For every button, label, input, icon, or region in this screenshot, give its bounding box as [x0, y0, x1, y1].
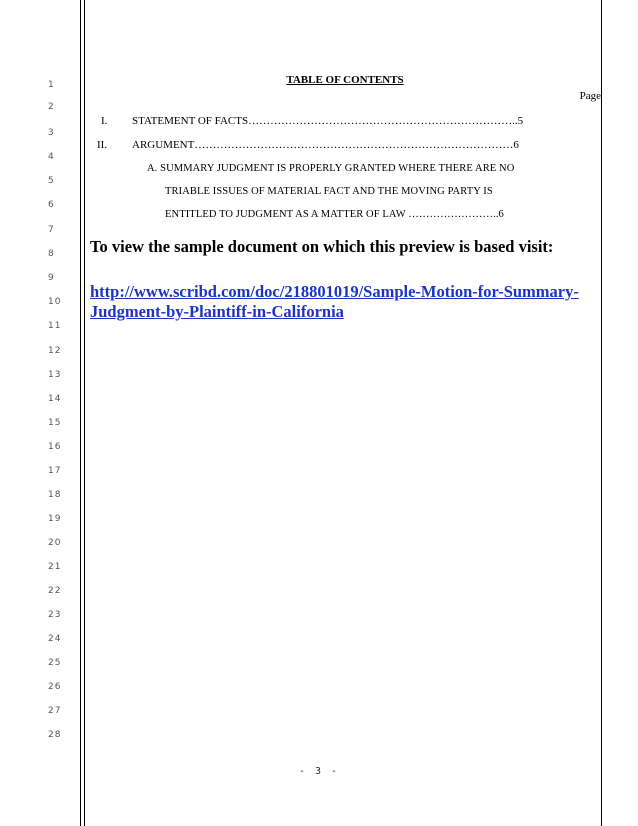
toc-subentry-line-3: ENTITLED TO JUDGMENT AS A MATTER OF LAW ……………………..6: [165, 209, 504, 220]
toc-subentry-line-1: A. SUMMARY JUDGMENT IS PROPERLY GRANTED WHERE THERE ARE NO: [147, 163, 515, 174]
line-number: 28: [48, 730, 62, 740]
line-number: 21: [48, 562, 62, 572]
line-number: 16: [48, 442, 62, 452]
line-number: 10: [48, 297, 62, 307]
line-number: 26: [48, 682, 62, 692]
toc-entry-statement-of-facts: STATEMENT OF FACTS………………………………………………………………..5: [132, 115, 524, 127]
toc-subentry-line-2: TRIABLE ISSUES OF MATERIAL FACT AND THE MOVING PARTY IS: [165, 186, 493, 197]
left-margin-rule-inner: [84, 0, 85, 826]
line-number: 7: [48, 225, 55, 235]
line-number: 27: [48, 706, 62, 716]
line-number: 13: [48, 370, 62, 380]
toc-entry-number: II.: [97, 139, 108, 151]
page-number-footer: - 3 -: [298, 766, 340, 777]
line-number: 1: [48, 80, 55, 90]
line-number: 19: [48, 514, 62, 524]
line-number: 15: [48, 418, 62, 428]
line-number: 20: [48, 538, 62, 548]
left-margin-rule-outer: [80, 0, 81, 826]
toc-page-header: Page: [579, 90, 601, 102]
toc-entry-argument: ARGUMENT……………………………………………………………………………6: [132, 139, 519, 151]
line-number: 6: [48, 200, 55, 210]
toc-entry-number: I.: [101, 115, 108, 127]
line-number: 22: [48, 586, 62, 596]
scribd-link-line-2[interactable]: Judgment-by-Plaintiff-in-California: [90, 302, 344, 321]
line-number: 12: [48, 346, 62, 356]
line-number: 4: [48, 152, 55, 162]
scribd-link-line-1[interactable]: http://www.scribd.com/doc/218801019/Sample-Motion-for-Summary-: [90, 282, 579, 301]
line-number: 25: [48, 658, 62, 668]
line-number: 5: [48, 176, 55, 186]
line-number: 17: [48, 466, 62, 476]
line-number: 24: [48, 634, 62, 644]
line-number: 18: [48, 490, 62, 500]
line-number: 9: [48, 273, 55, 283]
right-margin-rule: [601, 0, 602, 826]
line-numbers: [0, 0, 80, 826]
toc-title: TABLE OF CONTENTS: [286, 74, 404, 86]
line-number: 3: [48, 128, 55, 138]
line-number: 2: [48, 102, 55, 112]
line-number: 11: [48, 321, 62, 331]
line-number: 8: [48, 249, 55, 259]
line-number: 23: [48, 610, 62, 620]
preview-notice: To view the sample document on which this preview is based visit:: [90, 237, 554, 256]
line-number: 14: [48, 394, 62, 404]
